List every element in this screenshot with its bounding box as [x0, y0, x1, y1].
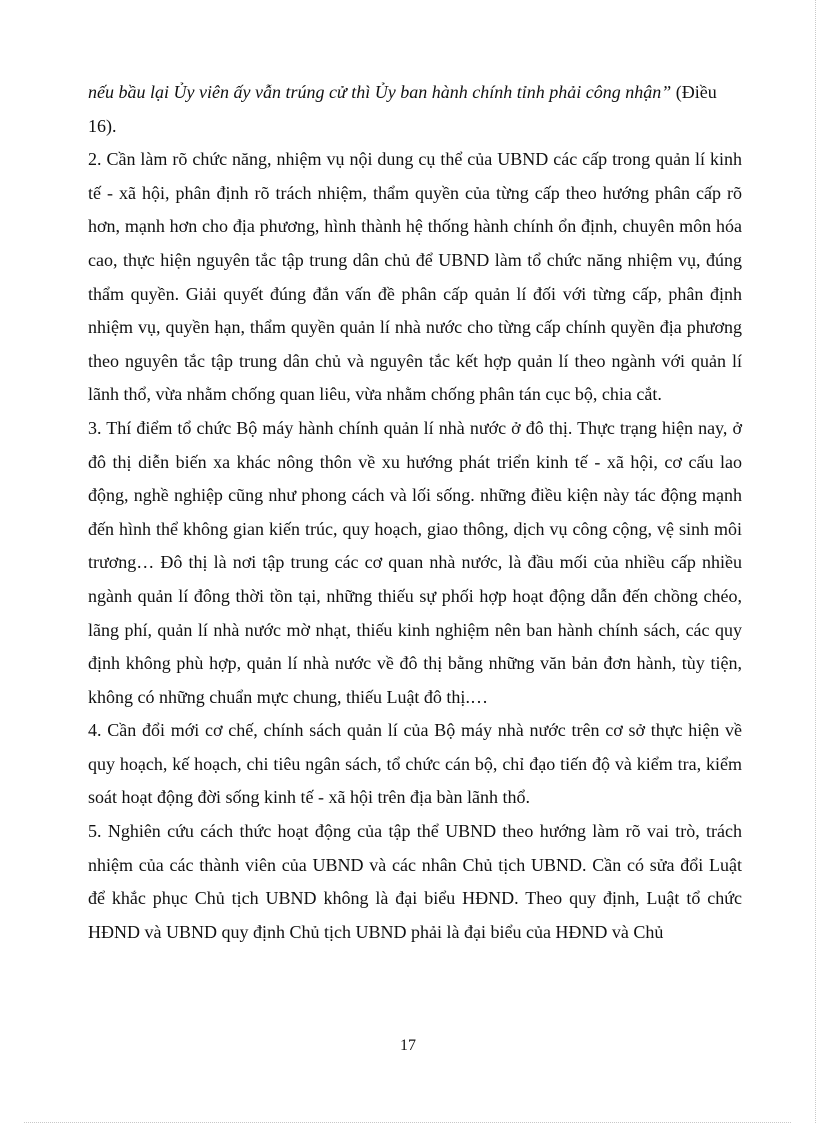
- paragraph-2: 2. Cần làm rõ chức năng, nhiệm vụ nội dung cụ thể của UBND các cấp trong quản lí kinh tế - xã hội, phân định rõ trách nhiệm, thẩm quyền của từng cấp theo hướng phân cấp rõ hơn, mạnh hơn cho địa phương, hình thành hệ thống hành chính ổn định, chuyên môn hóa cao, thực hiện nguyên tắc tập trung dân chủ để UBND làm tổ chức năng nhiệm vụ, đúng thẩm quyền. Giải quyết đúng đắn vấn đề phân cấp quản lí đối với từng cấp, phân định nhiệm vụ, quyền hạn, thẩm quyền quản lí nhà nước cho từng cấp chính quyền địa phương theo nguyên tắc tập trung dân chủ và nguyên tắc kết hợp quản lí theo ngành với quản lí lãnh thổ, vừa nhằm chống quan liêu, vừa nhằm chống phân tán cục bộ, chia cắt.: [88, 149, 742, 405]
- paragraph-5: 5. Nghiên cứu cách thức hoạt động của tập thể UBND theo hướng làm rõ vai trò, trách nhiệm của các thành viên của UBND và các nhân Chủ tịch UBND. Cần có sửa đổi Luật để khắc phục Chủ tịch UBND không là đại biểu HĐND. Theo quy định, Luật tổ chức HĐND và UBND quy định Chủ tịch UBND phải là đại biểu của HĐND và Chủ: [88, 821, 742, 942]
- continuation-paragraph: [88, 76, 742, 143]
- paragraph-4: 4. Cần đổi mới cơ chế, chính sách quản lí của Bộ máy nhà nước trên cơ sở thực hiện về quy hoạch, kế hoạch, chi tiêu ngân sách, tổ chức cán bộ, chỉ đạo tiến độ và kiểm tra, kiểm soát hoạt động đời sống kinh tế - xã hội trên địa bàn lãnh thổ.: [88, 720, 742, 808]
- article-reference: (Điều 16).: [88, 82, 717, 136]
- quoted-text: nếu bầu lại Ủy viên ấy vẫn trúng cử thì Ủy ban hành chính tỉnh phải công nhận”: [88, 82, 672, 102]
- body-text: [88, 76, 742, 949]
- page-number: 17: [400, 1037, 416, 1054]
- paragraph-3: 3. Thí điểm tổ chức Bộ máy hành chính quản lí nhà nước ở đô thị. Thực trạng hiện nay, ở đô thị diễn biến xa khác nông thôn về xu hướng phát triển kinh tế - xã hội, cơ cấu lao động, nghề nghiệp cũng như phong cách và lối sống. những điều kiện này tác động mạnh đến hình thể không gian kiến trúc, quy hoạch, giao thông, dịch vụ công cộng, vệ sinh môi trương… Đô thị là nơi tập trung các cơ quan nhà nước, là đầu mối của nhiều cấp nhiều ngành quản lí đông thời tồn tại, những thiếu sự phối hợp hoạt động dẫn đến chồng chéo, lãng phí, quản lí nhà nước mờ nhạt, thiếu kinh nghiệm nên ban hành chính sách, các quy định không phù hợp, quản lí nhà nước về đô thị bằng những văn bản đơn hành, tùy tiện, không có những chuẩn mực chung, thiếu Luật đô thị.…: [88, 417, 742, 707]
